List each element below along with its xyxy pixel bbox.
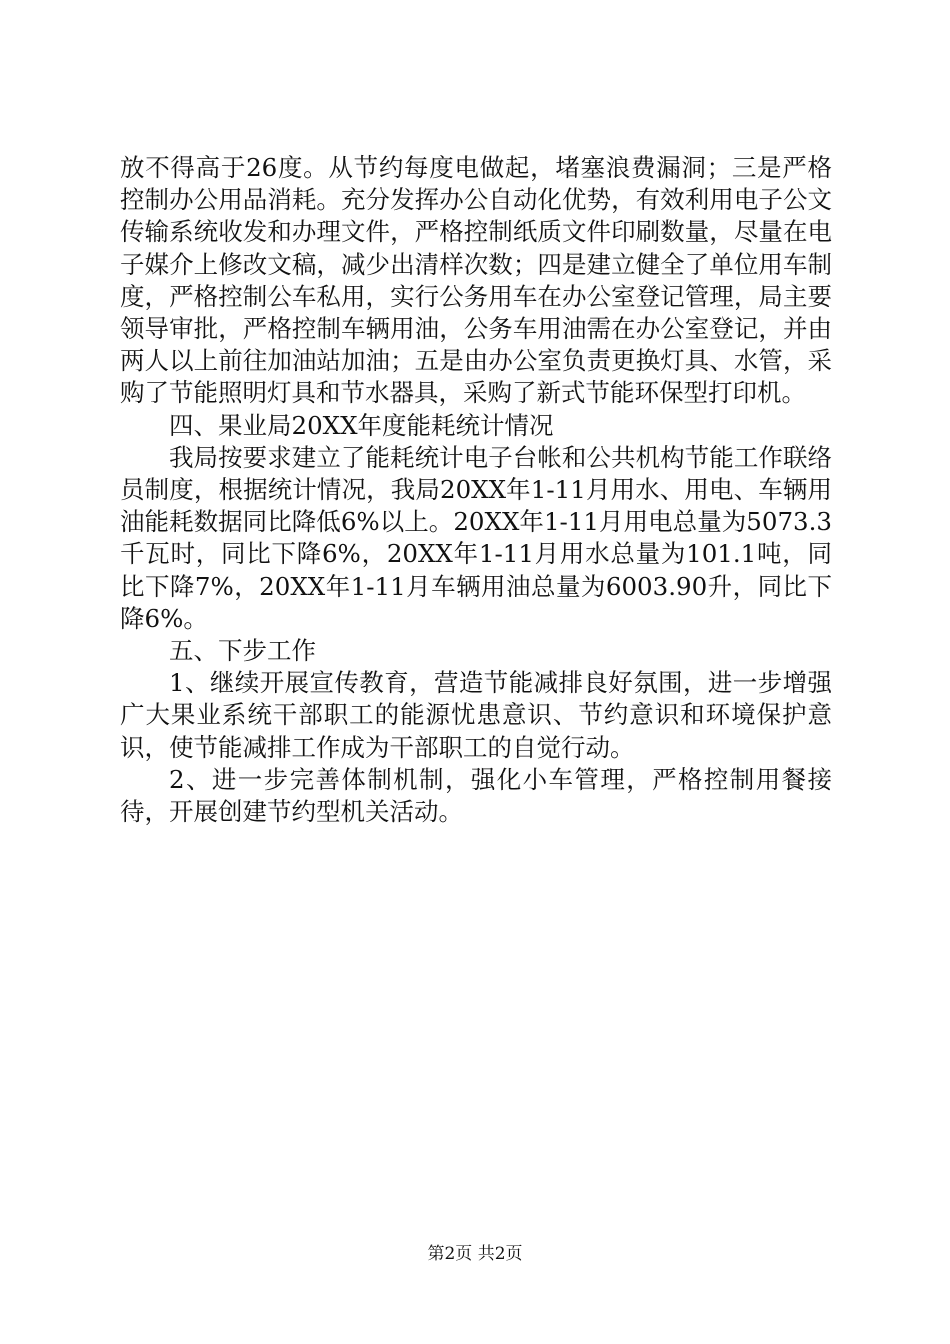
page-number-footer: 第2页 共2页 [427, 1244, 523, 1264]
body-paragraph-statistics: 我局按要求建立了能耗统计电子台帐和公共机构节能工作联络员制度，根据统计情况，我局20XX年1-11月用水、用电、车辆用油能耗数据同比降低6%以上。20XX年1-11月用电总量为5073.3千瓦时，同比下降6%，20XX年1-11月用水总量为101.1吨，同比下降7%，20XX年1-11月车辆用油总量为6003.90升，同比下降6%。 [120, 442, 832, 633]
body-paragraph-continuation: 放不得高于26度。从节约每度电做起，堵塞浪费漏洞；三是严格控制办公用品消耗。充分发挥办公自动化优势，有效利用电子公文传输系统收发和办理文件，严格控制纸质文件印刷数量，尽量在电子媒介上修改文稿，减少出清样次数；四是建立健全了单位用车制度，严格控制公车私用，实行公务用车在办公室登记管理，局主要领导审批，严格控制车辆用油，公务车用油需在办公室登记，并由两人以上前往加油站加油；五是由办公室负责更换灯具、水管，采购了节能照明灯具和节水器具，采购了新式节能环保型打印机。 [120, 153, 832, 408]
document-body [120, 152, 832, 828]
next-step-item-2: 2、进一步完善体制机制，强化小车管理，严格控制用餐接待，开展创建节约型机关活动。 [120, 764, 832, 827]
next-step-item-1: 1、继续开展宣传教育，营造节能减排良好氛围，进一步增强广大果业系统干部职工的能源忧患意识、节约意识和环境保护意识，使节能减排工作成为干部职工的自觉行动。 [120, 668, 832, 762]
section-heading-energy-statistics: 四、果业局20XX年度能耗统计情况 [169, 410, 554, 440]
section-heading-next-steps: 五、下步工作 [169, 636, 316, 666]
